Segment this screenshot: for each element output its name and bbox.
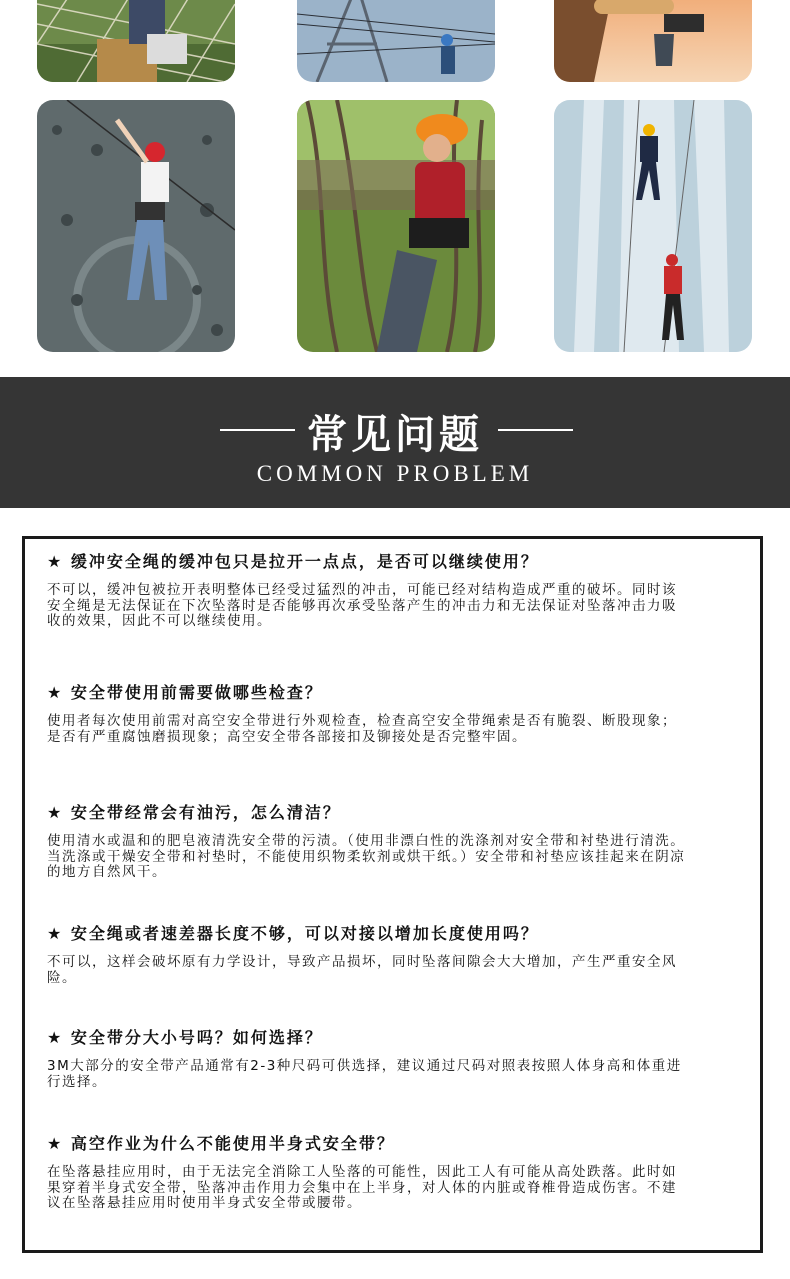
tree-climber-photo (297, 100, 495, 352)
banner-subtitle: COMMON PROBLEM (256, 461, 534, 486)
ice-climbers-photo (554, 100, 752, 352)
faq-answer: 在坠落悬挂应用时，由于无法完全消除工人坠落的可能性，因此工人有可能从高处跌落。此时如果穿着半身式安全带，坠落冲击作用力会集中在上半身，对人体的内脏或脊椎骨造成伤害。不建议在坠落悬挂应用时使用半身式安全带或腰带。 (47, 1164, 677, 1211)
faq-question: ★ 安全带使用前需要做哪些检查？ (47, 683, 323, 702)
rope-net-image (37, 0, 235, 82)
rope-net-photo (37, 0, 235, 82)
faq-item (47, 682, 687, 745)
faq-question: ★ 高空作业为什么不能使用半身式安全带？ (47, 1134, 395, 1153)
climbing-wall-image (37, 100, 235, 352)
faq-answer: 3M大部分的安全带产品通常有2-3种尺码可供选择，建议通过尺码对照表按照人体身高和体重进行选择。 (47, 1058, 682, 1090)
ice-climbing-image (554, 100, 752, 352)
faq-banner (0, 377, 790, 508)
faq-answer: 使用清水或温和的肥皂液清洗安全带的污渍。（使用非漂白性的洗涤剂对安全带和衬垫进行清洗。当洗涤或干燥安全带和衬垫时，不能使用织物柔软剂或烘干纸。）安全带和衬垫应该挂起来在阴凉的地方自然风干。 (47, 833, 686, 880)
climbing-wall-photo (37, 100, 235, 352)
faq-answer: 不可以，缓冲包被拉开表明整体已经受过猛烈的冲击，可能已经对结构造成严重的破坏。同时该安全绳是无法保证在下次坠落时是否能够再次承受坠落产生的冲击力和无法保证对坠落冲击力吸收的效果，因此不可以继续使用。 (47, 582, 677, 629)
faq-item (47, 923, 687, 986)
power-line-worker-photo (297, 0, 495, 82)
banner-right-rule (498, 429, 573, 431)
faq-answer: 使用者每次使用前需对高空安全带进行外观检查，检查高空安全带绳索是否有脆裂、断股现象；是否有严重腐蚀磨损现象；高空安全带各部接扣及铆接处是否完整牢固。 (47, 713, 677, 745)
faq-item (47, 551, 687, 630)
climber-image (554, 0, 752, 82)
faq-item (47, 1133, 687, 1212)
tree-climber-image (297, 100, 495, 352)
faq-item (47, 802, 687, 881)
faq-question: ★ 缓冲安全绳的缓冲包只是拉开一点点，是否可以继续使用？ (47, 552, 539, 571)
banner-title: 常见问题 (307, 412, 483, 458)
faq-question: ★ 安全带分大小号吗？如何选择？ (47, 1028, 323, 1047)
faq-question: ★ 安全带经常会有油污，怎么清洁？ (47, 803, 341, 822)
faq-panel (22, 536, 763, 1253)
power-line-image (297, 0, 495, 82)
faq-item (47, 1027, 687, 1090)
rock-climber-photo (554, 0, 752, 82)
faq-question: ★ 安全绳或者速差器长度不够，可以对接以增加长度使用吗？ (47, 924, 539, 943)
faq-answer: 不可以，这样会破坏原有力学设计，导致产品损坏，同时坠落间隙会大大增加，产生严重安全风险。 (47, 954, 677, 986)
